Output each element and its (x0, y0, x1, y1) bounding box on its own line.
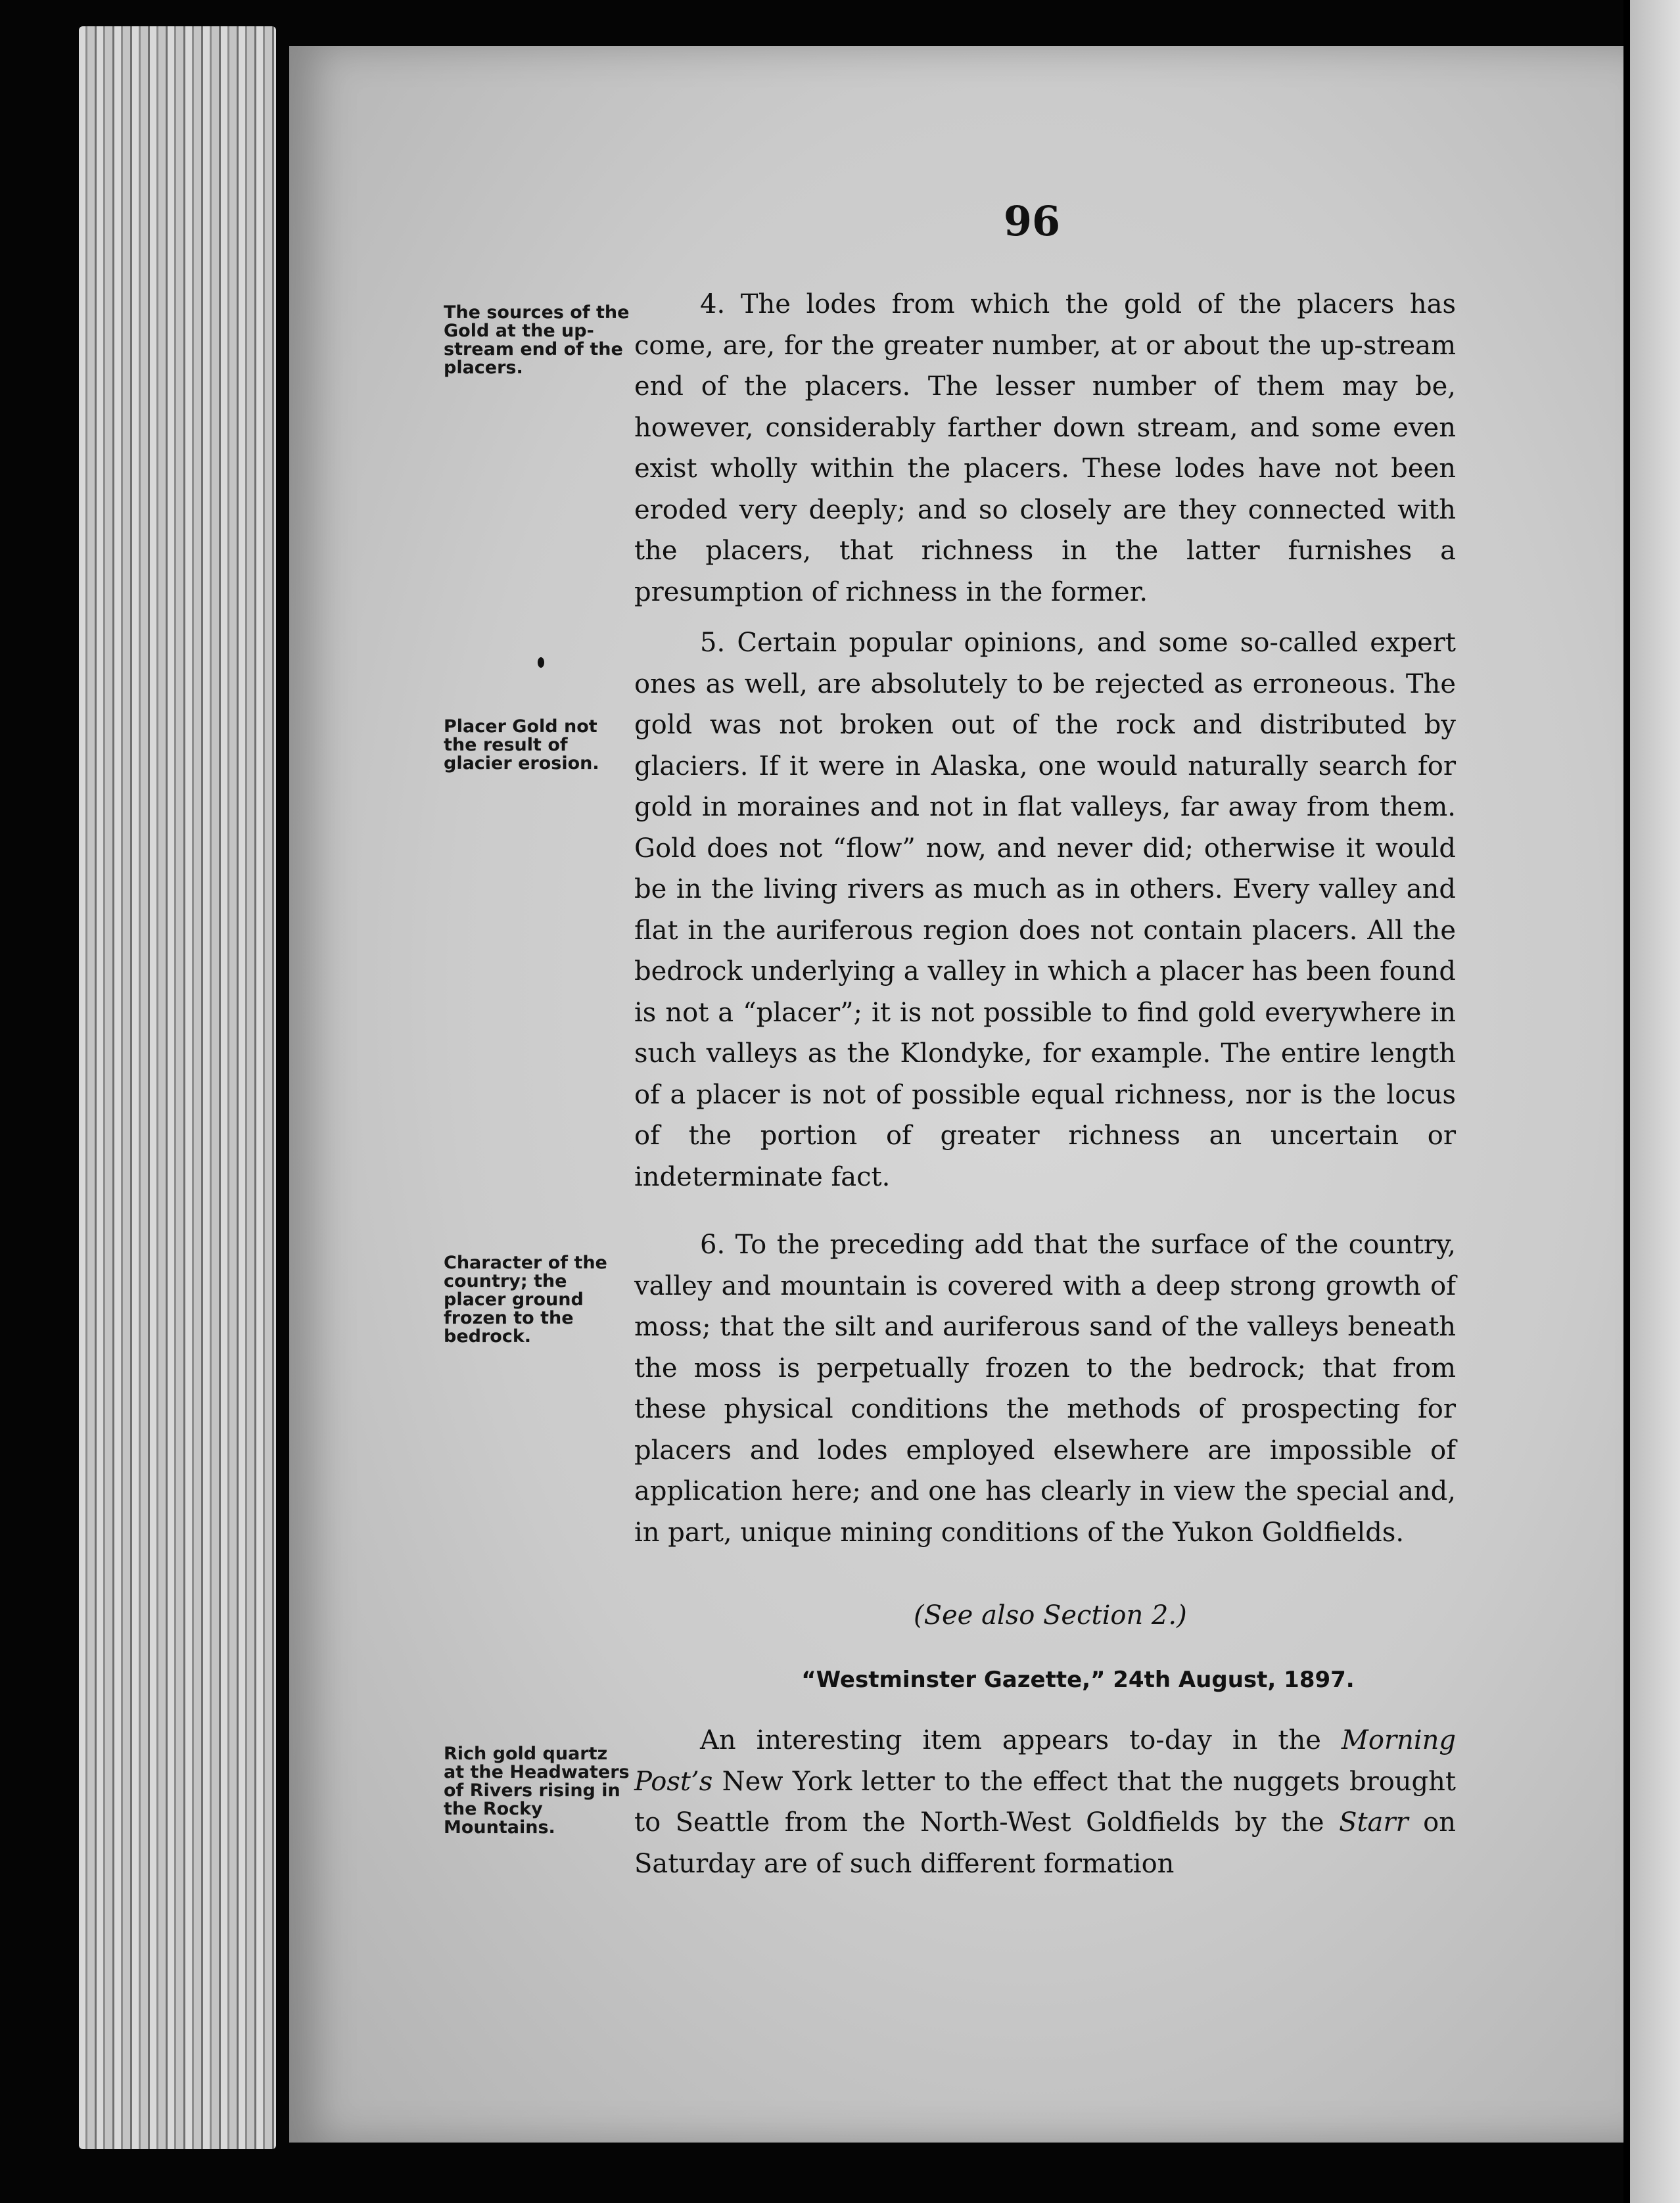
gazette-heading: “Westminster Gazette,” 24th August, 1897. (801, 1667, 1355, 1693)
facing-page-edge (1630, 0, 1680, 2203)
italic-starr: Starr (1339, 1807, 1409, 1838)
margin-note-gold-sources: The sources of the Gold at the up-stream end of the placers. (444, 302, 630, 378)
page-number: 96 (1003, 197, 1061, 245)
paragraph-4 (634, 284, 1456, 613)
final-paragraph-text (634, 1720, 1456, 1884)
final-text-2: New York letter to the effect that the nuggets brought to Seattle from the North-West Goldfields by the (634, 1766, 1456, 1838)
italic-morning-post: Morning Post’s (634, 1725, 1456, 1797)
page-stack-edges (79, 26, 276, 2149)
final-text-1: An interesting item appears to-day in the (700, 1725, 1342, 1755)
section-reference: (See also Section 2.) (914, 1600, 1187, 1631)
final-text-3: on Saturday are of such different formation (634, 1807, 1456, 1879)
paragraph-4-text: 4. The lodes from which the gold of the placers has come, are, for the greater number, at or about the up-stream end of the placers. The lesser number of them may be, however, considerably farther down stream, and some even exist wholly within the placers. These lodes have not been eroded very deeply; and so closely are they connected with the placers, that richness in the latter furnishes a presumption of richness in the former. (634, 289, 1456, 607)
paragraph-5-text: 5. Certain popular opinions, and some so-called expert ones as well, are absolutely to be rejected as erroneous. The gold was not broken out of the rock and distributed by glaciers. If it were in Alaska, one would naturally search for gold in moraines and not in flat valleys, far away from them. Gold does not “flow” now, and never did; otherwise it would be in the living rivers as much as in others. Every valley and flat in the auriferous region does not contain placers. All the bedrock underlying a valley in which a placer has been found is not a “placer”; it is not possible to find gold everywhere in such valleys as the Klondyke, for example. The entire length of a placer is not of possible equal richness, nor is the locus of the portion of greater richness an uncertain or indeterminate fact. (634, 628, 1456, 1192)
paragraph-5 (634, 622, 1456, 1197)
final-paragraph (634, 1720, 1456, 1884)
margin-note-rich-quartz: Rich gold quartz at the Headwaters of Rivers rising in the Rocky Mountains. (444, 1744, 630, 1838)
paragraph-6-text: 6. To the preceding add that the surface of the country, valley and mountain is covered with a deep strong growth of moss; that the silt and auriferous sand of the valleys beneath the moss is perpetually frozen to the bedrock; that from these physical conditions the methods of prospecting for placers and lodes employed elsewhere are impossible of application here; and one has clearly in view the special and, in part, unique mining conditions of the Yukon Goldfields. (634, 1230, 1456, 1548)
ink-speck (538, 657, 544, 668)
paragraph-6 (634, 1224, 1456, 1553)
margin-note-country-character: Character of the country; the placer ground frozen to the bedrock. (444, 1253, 607, 1347)
margin-note-placer-gold: Placer Gold not the result of glacier erosion. (444, 716, 599, 774)
